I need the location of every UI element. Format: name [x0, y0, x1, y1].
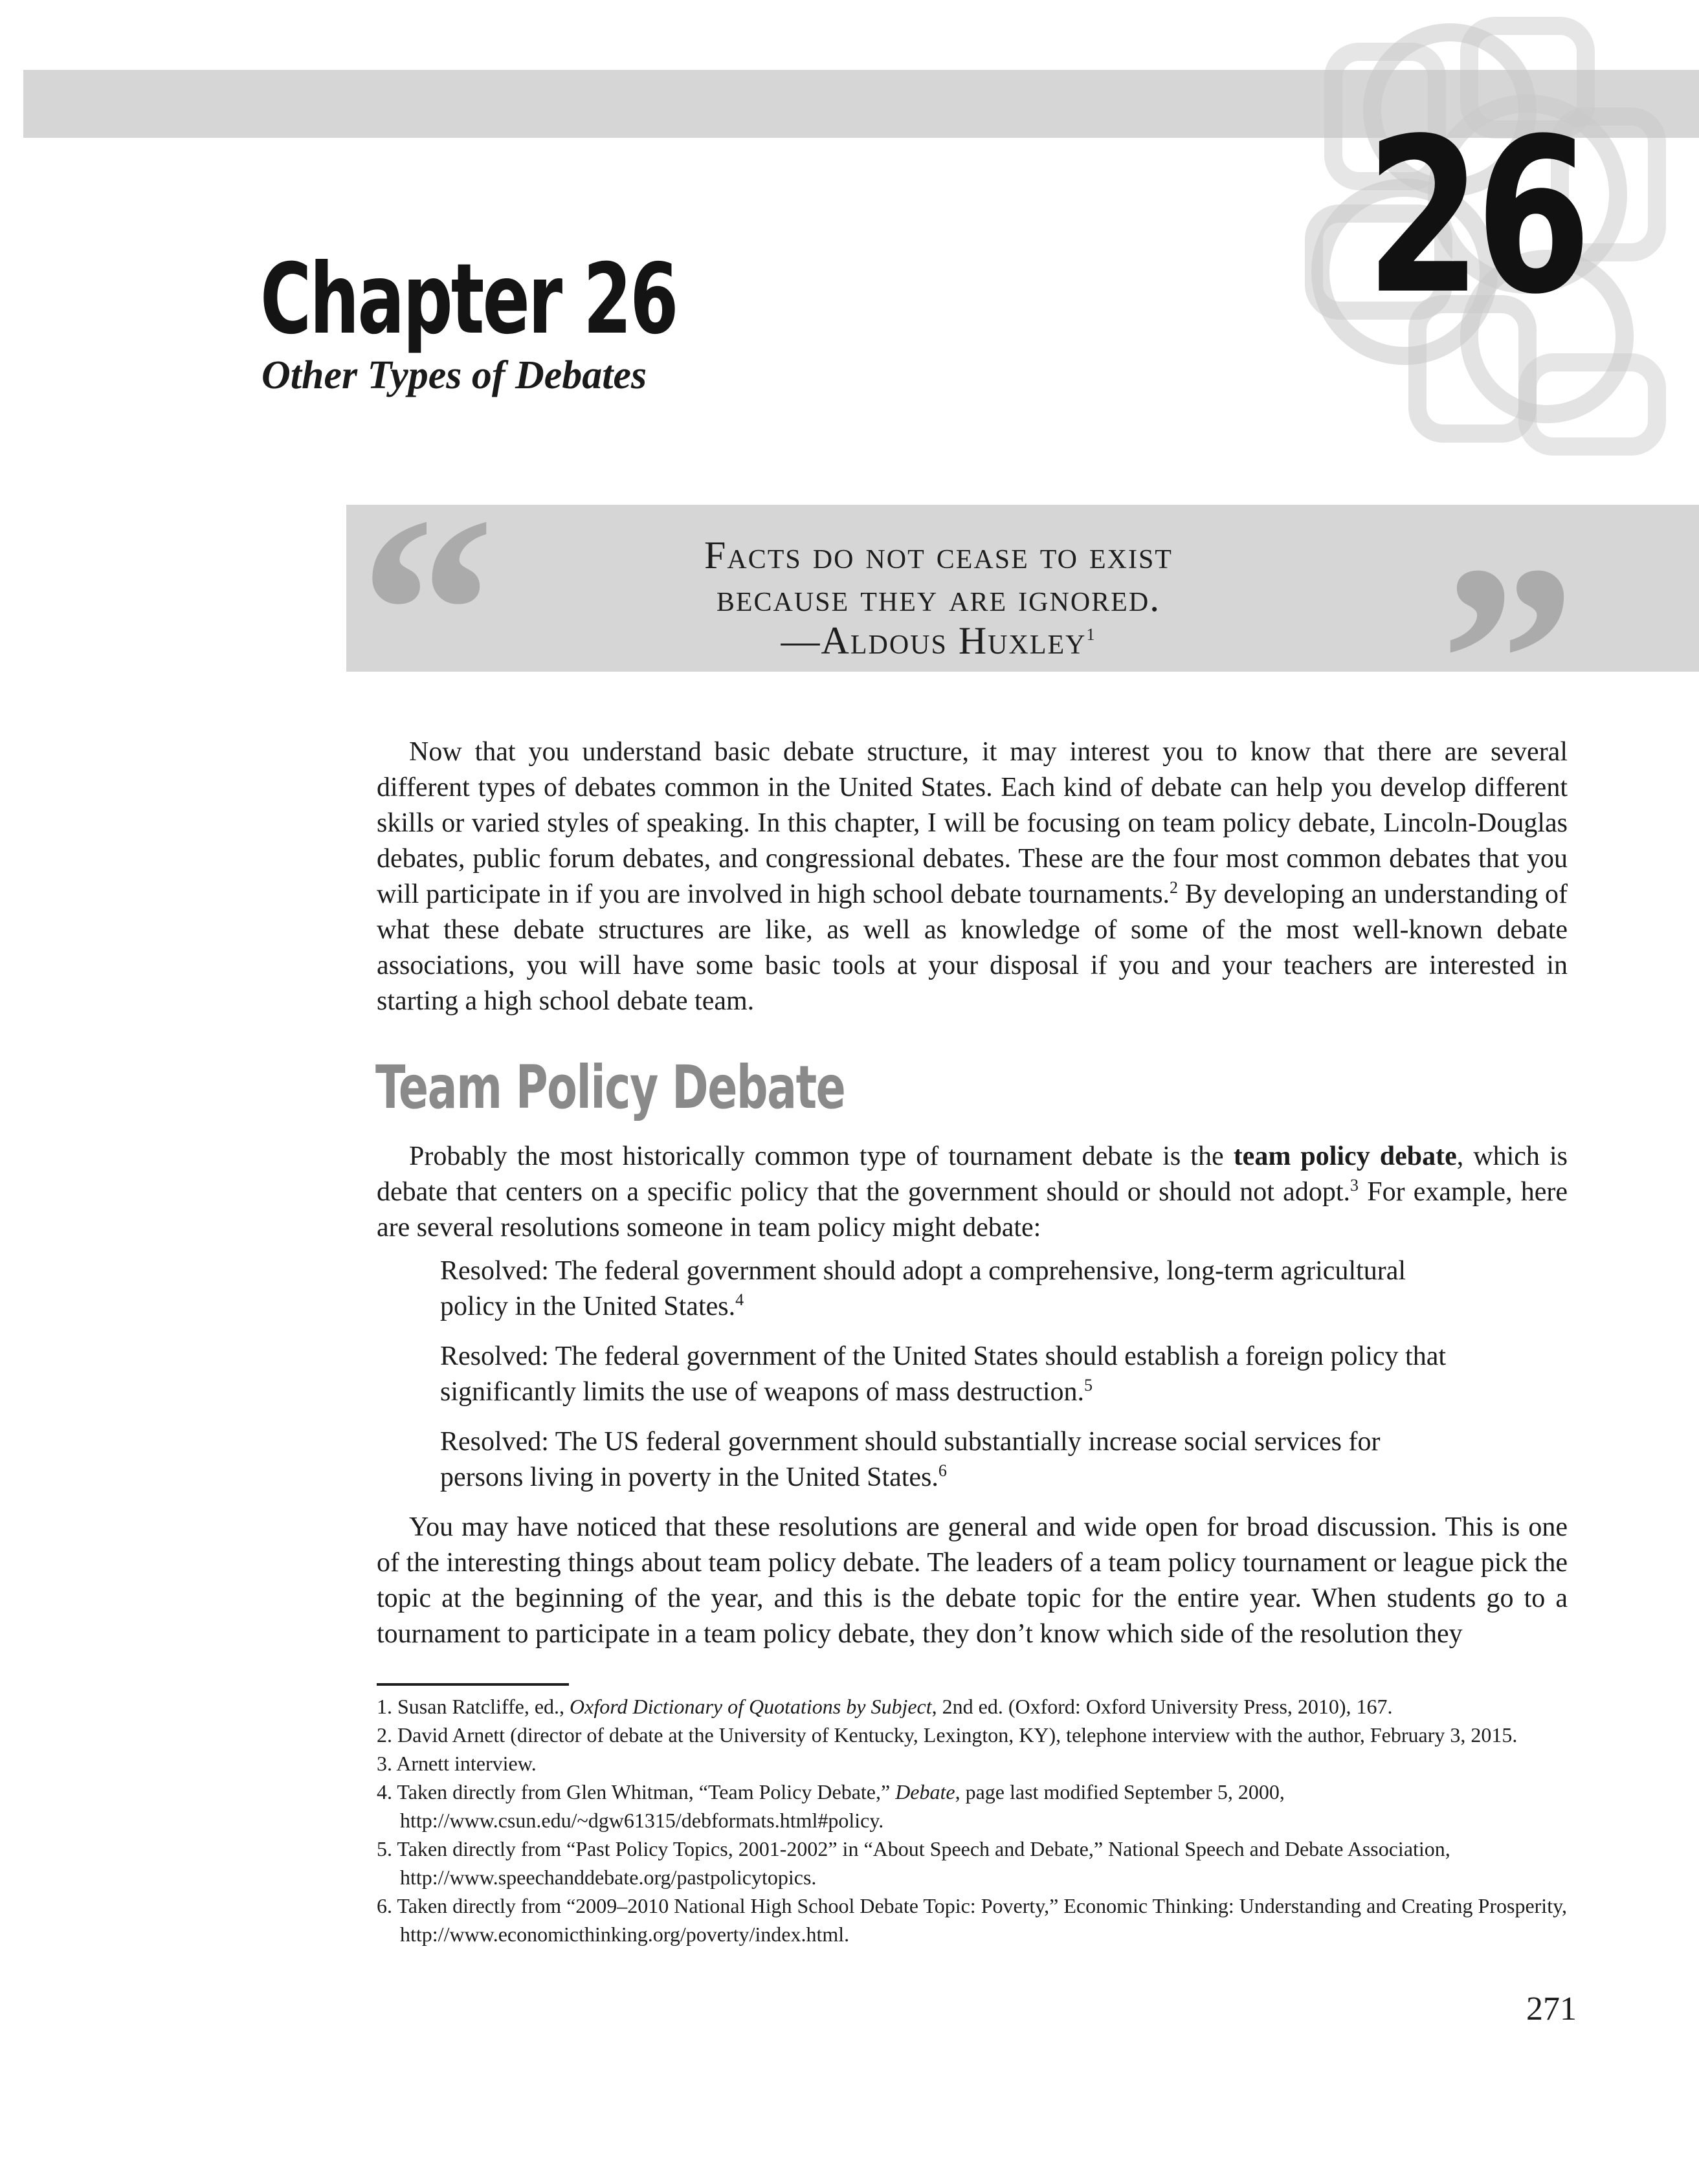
footnote-item: [377, 1892, 1581, 1948]
resolution-item: [440, 1339, 1450, 1410]
resolution-text: Resolved: The federal government should adopt a comprehensive, long-term agricultural policy in the United States.: [440, 1256, 1406, 1321]
footnote-ref: 4: [735, 1290, 744, 1309]
footnote-ref: 2: [1170, 878, 1179, 897]
footnote-ref: 5: [1084, 1376, 1093, 1395]
chapter-subtitle: Other Types of Debates: [261, 353, 647, 397]
footnote-title: Debate: [895, 1780, 955, 1803]
epigraph-line: because they are ignored.: [716, 577, 1161, 619]
footnote-number: 3.: [377, 1752, 392, 1775]
body-paragraph: You may have noticed that these resolutions are general and wide open for broad discussion. This is one of the interesting things about team policy debate. The leaders of a team policy tournament or league pick the topic at the beginning of the year, and this is the debate topic for the entire year. When students go to a tournament to participate in a team policy debate, they don’t know which side of the resolution they: [377, 1512, 1568, 1649]
footnote-ref: 3: [1350, 1176, 1359, 1195]
page-number: 271: [1526, 1991, 1577, 2027]
epigraph-attribution: [583, 619, 1294, 662]
section-heading: Team Policy Debate: [375, 1053, 845, 1122]
footnote-number: 1.: [377, 1695, 392, 1718]
resolution-text: Resolved: The federal government of the United States should establish a foreign policy that significantly limits the use of weapons of mass destruction.: [440, 1341, 1446, 1407]
open-quote-icon: “: [359, 461, 495, 762]
paragraph-text: Probably the most historically common type of tournament debate is the: [409, 1142, 1234, 1171]
paragraph-text: , which is debate that centers on a specific policy that the government should or should not adopt.: [377, 1142, 1568, 1207]
footnote-text: Taken directly from “2009–2010 National High School Debate Topic: Poverty,” Economic Thinking: Understanding and Creating Prosperity, http://www.economicthinking.org/poverty/index.html.: [397, 1894, 1567, 1946]
footnote-item: [377, 1778, 1581, 1835]
intro-section: [377, 734, 1568, 1019]
footnote-text: Susan Ratcliffe, ed.,: [397, 1695, 570, 1718]
footnote-number: 6.: [377, 1894, 392, 1917]
section-body: [377, 1139, 1568, 1652]
footnote-item: [377, 1835, 1581, 1892]
footnote-text: Taken directly from “Past Policy Topics, 2001-2002” in “About Speech and Debate,” National Speech and Debate Association, http://www.speechanddebate.org/pastpolicytopics.: [397, 1837, 1450, 1889]
chapter-title: Chapter 26: [260, 243, 677, 356]
footnote-number: 5.: [377, 1837, 392, 1860]
key-term: team policy debate: [1233, 1142, 1457, 1171]
footnote-divider: [377, 1683, 569, 1686]
resolution-item: [440, 1253, 1450, 1325]
epigraph-author: —Aldous Huxley: [781, 619, 1087, 662]
footnote-ref: 1: [1086, 625, 1096, 644]
footnotes-list: [377, 1692, 1581, 1948]
footnote-item: [377, 1749, 1581, 1778]
close-quote-icon: ”: [1440, 509, 1576, 810]
footnote-title: Oxford Dictionary of Quotations by Subject: [570, 1695, 932, 1718]
paragraph-text: For example, here are several resolutions someone in team policy might debate:: [377, 1177, 1568, 1242]
paragraph-text: Now that you understand basic debate structure, it may interest you to know that there are several different types of debates common in the United States. Each kind of debate can help you develop different skills or varied styles of speaking. In this chapter, I will be focusing on team policy debate, Lincoln-Douglas debates, public forum debates, and congressional debates. These are the four most common debates that you will participate in if you are involved in high school debate tournaments.: [377, 737, 1568, 909]
footnote-item: [377, 1721, 1581, 1749]
footnote-text: Taken directly from Glen Whitman, “Team Policy Debate,”: [397, 1780, 896, 1803]
epigraph-line: Facts do not cease to exist: [704, 534, 1173, 577]
body-paragraph: [377, 1139, 1568, 1246]
footnote-text: Arnett interview.: [396, 1752, 537, 1775]
footnote-number: 2.: [377, 1723, 392, 1747]
resolution-item: [440, 1424, 1450, 1495]
footnote-item: [377, 1692, 1581, 1721]
footnote-text: David Arnett (director of debate at the University of Kentucky, Lexington, KY), telephone interview with the author, February 3, 2015.: [397, 1723, 1518, 1747]
footnote-text: , page last modified September 5, 2000, http://www.csun.edu/~dgw61315/debformats.html#policy.: [400, 1780, 1285, 1832]
chapter-number-large: 26: [1366, 93, 1586, 341]
epigraph-text: [583, 534, 1294, 662]
resolution-text: Resolved: The US federal government should substantially increase social services for persons living in poverty in the United States.: [440, 1427, 1381, 1492]
resolution-list: [440, 1253, 1450, 1495]
paragraph-text: By developing an understanding of what these debate structures are like, as well as knowledge of some of the most well-known debate associations, you will have some basic tools at your disposal if you and your teachers are interested in starting a high school debate team.: [377, 879, 1568, 1016]
footnote-ref: 6: [938, 1461, 947, 1480]
intro-paragraph: [377, 734, 1568, 1019]
footnote-text: , 2nd ed. (Oxford: Oxford University Press, 2010), 167.: [931, 1695, 1393, 1718]
footnote-number: 4.: [377, 1780, 392, 1803]
